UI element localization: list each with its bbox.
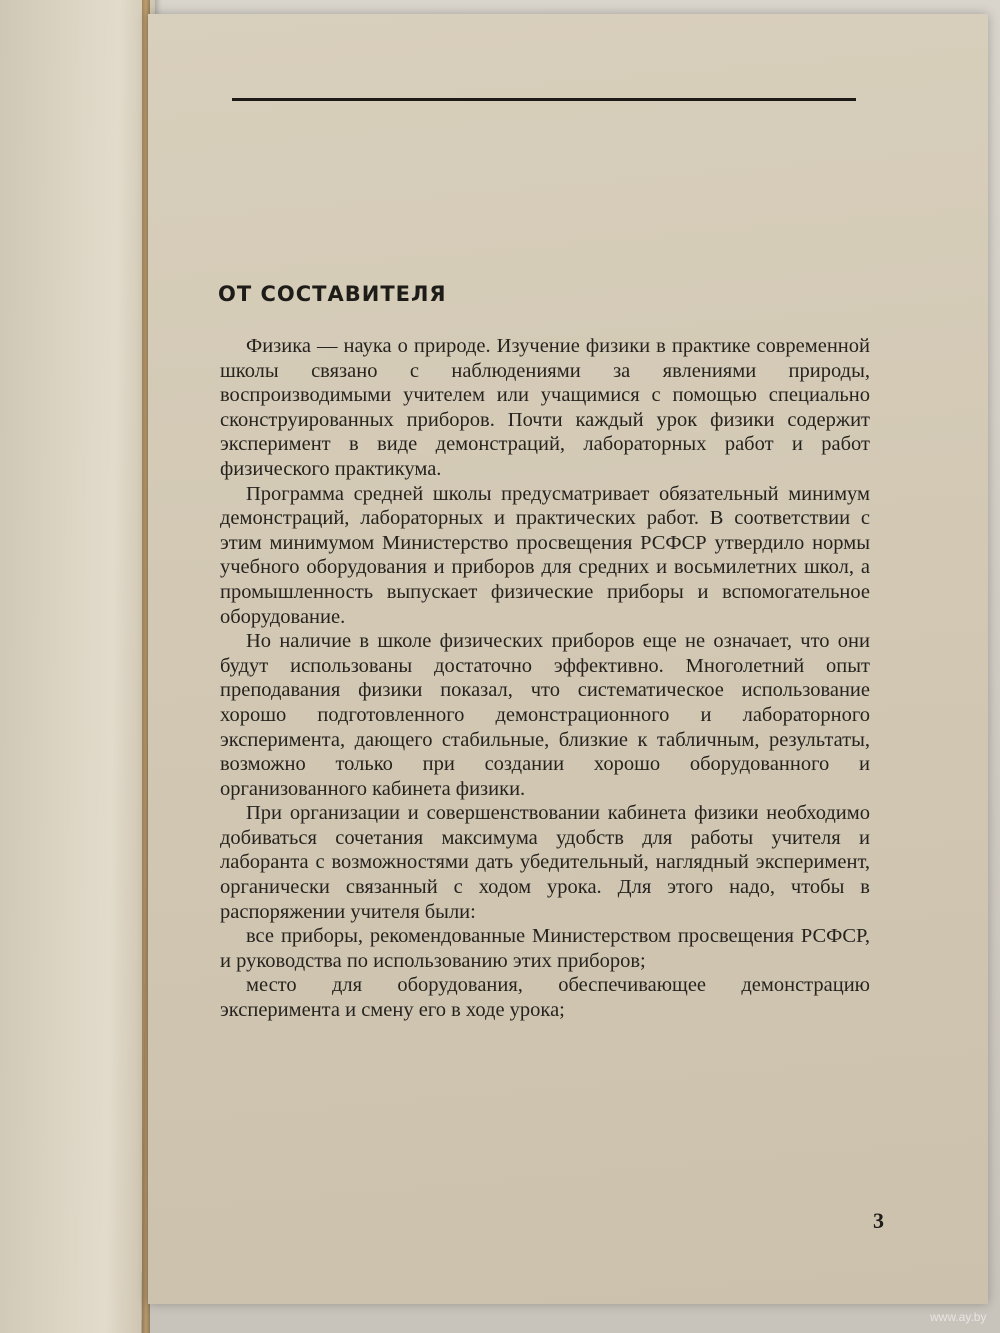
left-page-edge xyxy=(0,0,155,1333)
paragraph: Но наличие в школе физических приборов еще не означает, что они будут использованы достаточно эффективно. Многолетний опыт преподавания физики показал, что систематическое использование хорошо подготовленного демонстрационного и лабораторного эксперимента, дающего стабильные, близкие к табличным, результаты, возможно только при создании хорошо оборудованного и организованного кабинета физики. xyxy=(220,630,870,800)
watermark: www.ay.by xyxy=(930,1310,987,1324)
paragraph: место для оборудования, обеспечивающее демонстрацию эксперимента и смену его в ходе урока; xyxy=(220,974,870,1022)
page-number: 3 xyxy=(873,1208,884,1233)
top-rule xyxy=(232,98,856,101)
paragraph: все приборы, рекомендованные Министерством просвещения РСФСР, и руководства по использованию этих приборов; xyxy=(220,925,870,972)
section-heading: ОТ СОСТАВИТЕЛЯ xyxy=(218,282,447,306)
paragraph: При организации и совершенствовании кабинета физики необходимо добиваться сочетания максимума удобств для работы учителя и лаборанта с возможностями дать убедительный, наглядный эксперимент, органически связанный с ходом урока. Для этого надо, чтобы в распоряжении учителя были: xyxy=(220,802,870,923)
paragraph: Физика — наука о природе. Изучение физики в практике современной школы связано с наблюдениями за явлениями природы, воспроизводимыми учителем или учащимися с помощью специально сконструированных приборов. Почти каждый урок физики содержит эксперимент в виде демонстраций, лабораторных работ и работ физического практикума. xyxy=(220,335,870,480)
body-text xyxy=(220,334,870,1023)
paragraph: Программа средней школы предусматривает обязательный минимум демонстраций, лабораторных и практических работ. В соответствии с этим минимумом Министерство просвещения РСФСР утвердило нормы учебного оборудования и приборов для средних и восьмилетних школ, а промышленность выпускает физические приборы и вспомогательное оборудование. xyxy=(220,482,870,628)
